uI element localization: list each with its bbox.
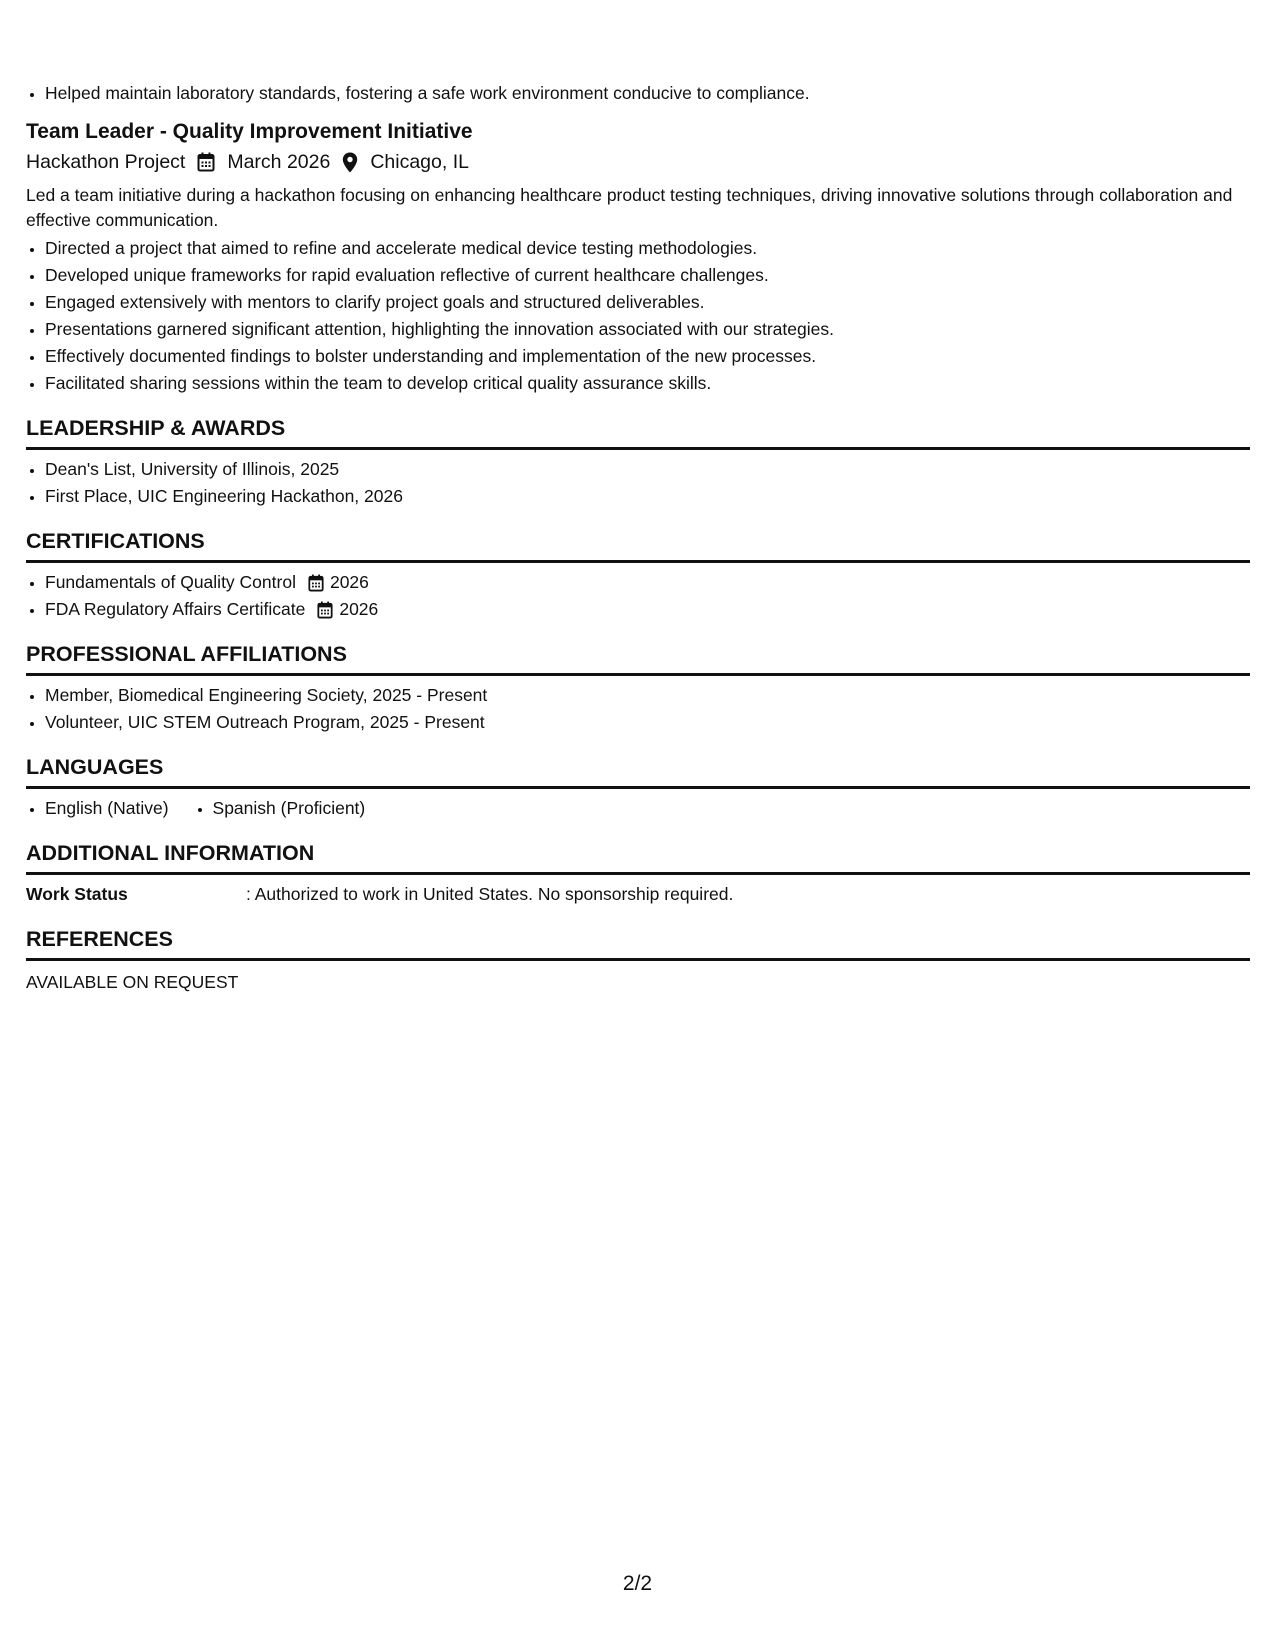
section-additional-information: [26, 838, 1250, 908]
certification-name: • FDA Regulatory Affairs Certificate: [45, 599, 306, 619]
section-title: PROFESSIONAL AFFILIATIONS: [26, 639, 1250, 676]
job-description: Led a team initiative during a hackathon focusing on enhancing healthcare product testing techniques, driving innovative solutions through collaboration and effective communication.: [26, 185, 1233, 230]
list-item: • Spanish (Proficient): [213, 795, 366, 822]
list-item: • Helped maintain laboratory standards, fostering a safe work environment conducive to compliance.: [45, 80, 1250, 107]
certification-name: • Fundamentals of Quality Control: [45, 572, 296, 592]
list-item: • Presentations garnered significant attention, highlighting the innovation associated with our strategies.: [45, 316, 1250, 343]
job-location: Chicago, IL: [370, 151, 469, 173]
resume-page: [26, 80, 1250, 996]
list-item: • Directed a project that aimed to refine and accelerate medical device testing methodologies.: [45, 235, 1250, 262]
previous-job-bullets: [26, 80, 1250, 107]
section-title: ADDITIONAL INFORMATION: [26, 838, 1250, 875]
work-status-value: : Authorized to work in United States. No sponsorship required.: [246, 884, 734, 904]
calendar-icon: [317, 601, 333, 619]
certification-year: 2026: [339, 599, 379, 619]
certifications-list: [26, 569, 1250, 623]
references-text: AVAILABLE ON REQUEST: [26, 972, 239, 992]
list-item: • Member, Biomedical Engineering Society, 2025 - Present: [45, 682, 1250, 709]
list-item: [45, 596, 1250, 623]
section-title: LEADERSHIP & AWARDS: [26, 413, 1250, 450]
work-status-row: [26, 881, 1250, 908]
list-item: • First Place, UIC Engineering Hackathon, 2026: [45, 483, 1250, 510]
job-bullets: [26, 235, 1250, 397]
calendar-icon: [308, 574, 324, 592]
list-item: • Facilitated sharing sessions within the team to develop critical quality assurance skills.: [45, 370, 1250, 397]
job-meta: [26, 147, 1250, 177]
section-title: LANGUAGES: [26, 752, 1250, 789]
work-status-label: Work Status: [26, 884, 128, 904]
section-leadership: [26, 413, 1250, 510]
section-certifications: [26, 526, 1250, 623]
section-references: [26, 924, 1250, 996]
experience-entry: [26, 117, 1250, 397]
calendar-icon: [197, 152, 215, 172]
section-title: CERTIFICATIONS: [26, 526, 1250, 563]
list-item: • English (Native): [45, 795, 169, 822]
section-languages: [26, 752, 1250, 822]
page-number: 2/2: [622, 1572, 653, 1595]
section-title: REFERENCES: [26, 924, 1250, 961]
map-pin-icon: [342, 152, 358, 173]
leadership-list: [26, 456, 1250, 510]
job-org: Hackathon Project: [26, 151, 186, 173]
list-item: • Volunteer, UIC STEM Outreach Program, 2025 - Present: [45, 709, 1250, 736]
list-item: [45, 569, 1250, 596]
job-title: Team Leader - Quality Improvement Initiative: [26, 120, 473, 143]
job-date: March 2026: [227, 151, 331, 173]
list-item: • Effectively documented findings to bolster understanding and implementation of the new processes.: [45, 343, 1250, 370]
list-item: • Engaged extensively with mentors to clarify project goals and structured deliverables.: [45, 289, 1250, 316]
certification-year: 2026: [329, 572, 369, 592]
section-affiliations: [26, 639, 1250, 736]
list-item: • Dean's List, University of Illinois, 2025: [45, 456, 1250, 483]
languages-list: [26, 795, 1250, 822]
affiliations-list: [26, 682, 1250, 736]
list-item: • Developed unique frameworks for rapid evaluation reflective of current healthcare challenges.: [45, 262, 1250, 289]
